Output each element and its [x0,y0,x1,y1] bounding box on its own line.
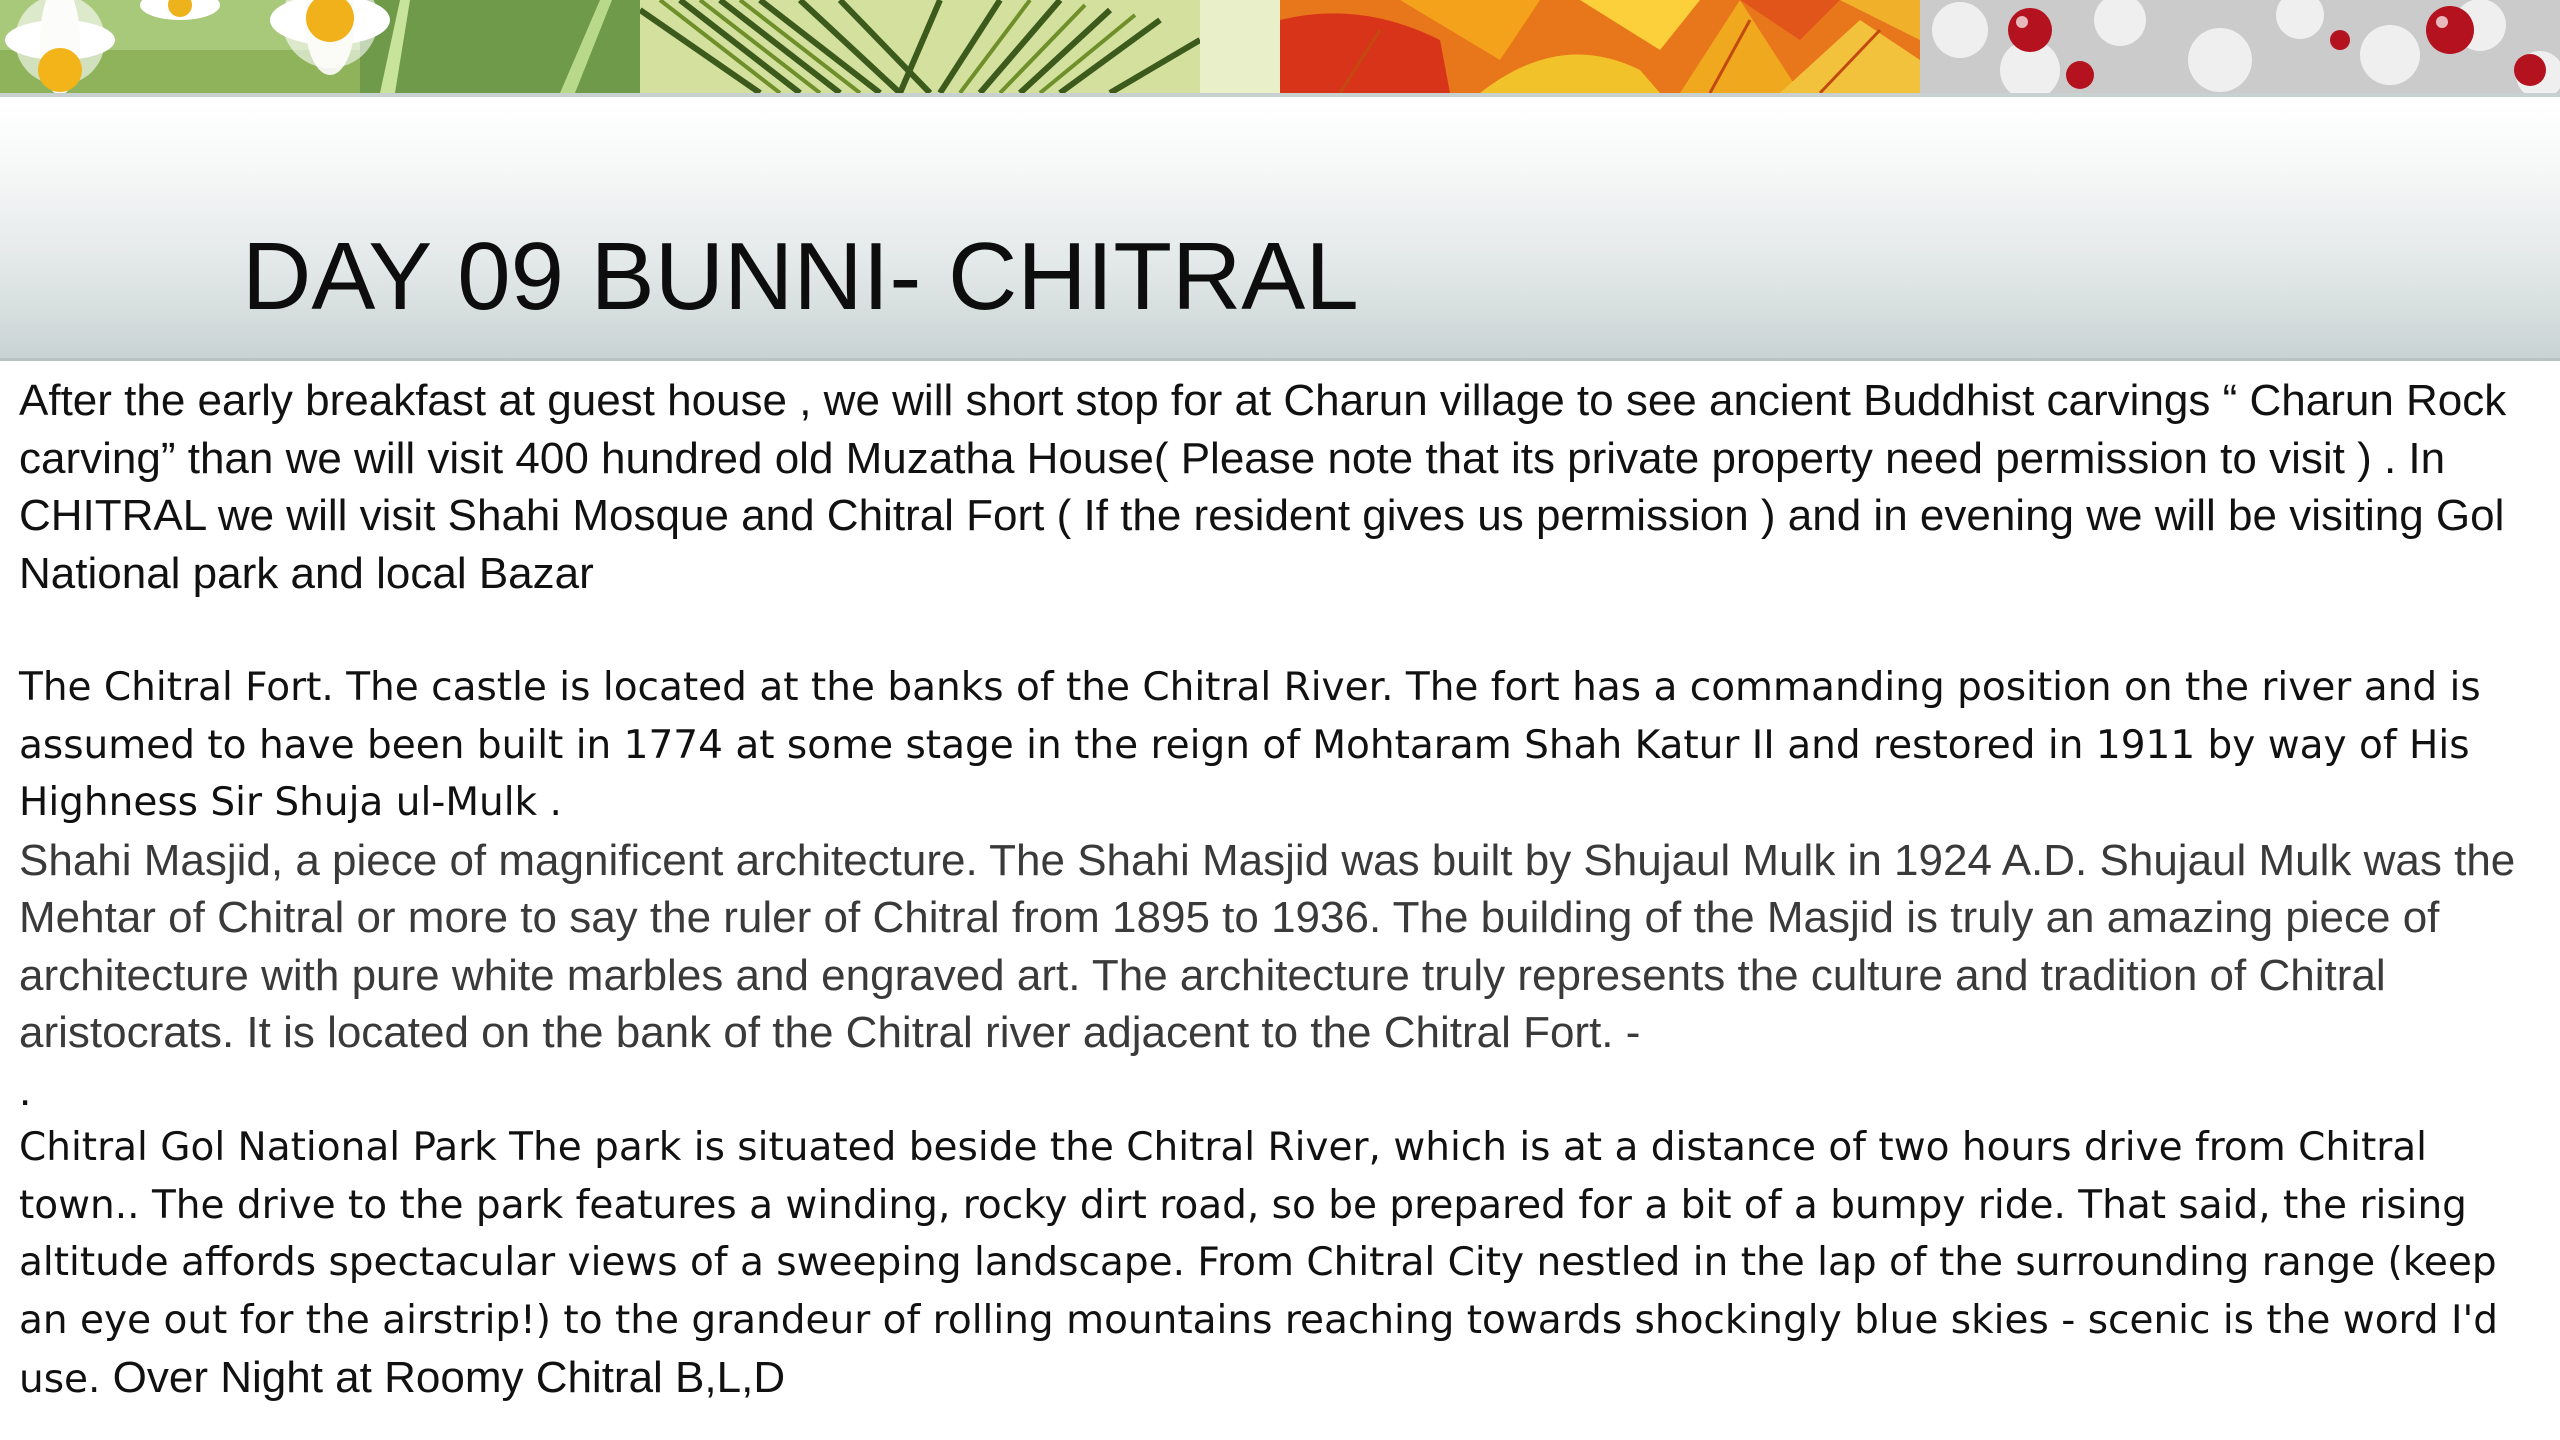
national-park-text: Chitral Gol National Park The park is situated beside the Chitral River, which is at a distance of two hours drive from Chitral town.. The drive to the park features a winding, rocky dirt road, so be prepared for a bit of a bumpy ride. That said, the rising altitude affords spectacular views of a sweeping landscape. From Chitral City nestled in the lap of the surrounding range (keep an eye out for the airstrip!) to the grandeur of rolling mountains reaching towards shockingly blue skies - scenic is the word I'd use. [19,1125,2499,1402]
seasonal-banner [0,0,2560,93]
slide-body [19,372,2544,1409]
national-park-paragraph [19,1119,2544,1409]
chitral-fort-paragraph: The Chitral Fort. The castle is located at the banks of the Chitral River. The fort has a commanding position on the river and is assumed to have been built in 1774 at some stage in the reign of Mohtaram Shah Katur II and restored in 1911 by way of His Highness Sir Shuja ul-Mulk . [19,665,2481,825]
palm-leaves-image [640,0,1280,93]
overnight-text: Over Night at Roomy Chitral B,L,D [100,1353,786,1402]
page-title: DAY 09 BUNNI- CHITRAL [242,223,1359,330]
shahi-masjid-paragraph: Shahi Masjid, a piece of magnificent architecture. The Shahi Masjid was built by Shujaul Mulk in 1924 A.D. Shujaul Mulk was the Mehtar of Chitral or more to say the ruler of Chitral from 1895 to 1936. The building of the Masjid is truly an amazing piece of architecture with pure white marbles and engraved art. The architecture truly represents the culture and tradition of Chitral aristocrats. It is located on the bank of the Chitral river adjacent to the Chitral Fort. - [19,835,2516,1057]
winter-berries-image [1920,0,2560,93]
separator-dot: . [19,1065,32,1115]
daisies-image [0,0,640,93]
autumn-leaves-image [1280,0,1920,93]
itinerary-paragraph: After the early breakfast at guest house , we will short stop for at Charun village to see ancient Buddhist carvings “ Charun Rock carving” than we will visit 400 hundred old Muzatha House( Please note that its private property need permission to visit ) . In CHITRAL we will visit Shahi Mosque and Chitral Fort ( If the resident gives us permission ) and in evening we will be visiting Gol National park and local Bazar [19,376,2507,598]
